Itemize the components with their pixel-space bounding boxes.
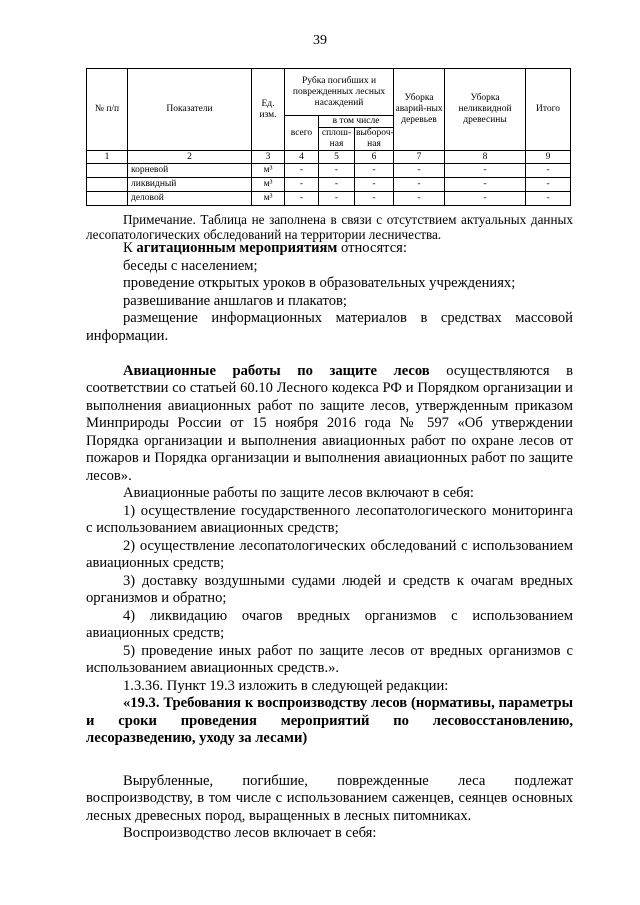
col-number: 3 — [252, 151, 285, 164]
row-unit: м³ — [252, 192, 285, 206]
row-unit: м³ — [252, 178, 285, 192]
table-row — [87, 192, 571, 206]
cell: - — [526, 164, 571, 178]
table-row — [87, 164, 571, 178]
header-total: Итого — [526, 69, 571, 151]
cell: - — [526, 192, 571, 206]
col-number: 2 — [128, 151, 252, 164]
row-unit: м³ — [252, 164, 285, 178]
row-label: корневой — [128, 164, 252, 178]
cell: - — [319, 164, 355, 178]
col-number: 6 — [355, 151, 394, 164]
cell: - — [319, 178, 355, 192]
header-emergency: Уборка аварий-ных деревьев — [394, 69, 445, 151]
list-item: 2) осуществление лесопатологических обследований с использованием авиационных средств; — [86, 537, 573, 571]
agitation-intro: К агитационным мероприятиям относятся: — [123, 240, 407, 256]
list-item: беседы с населением; — [123, 257, 258, 274]
header-felling-total: всего — [285, 116, 319, 151]
wood-volume-table — [86, 68, 571, 206]
list-item: 1) осуществление государственного лесопатологического мониторинга с использованием авиационных средств; — [86, 502, 573, 536]
header-num: № п/п — [87, 69, 128, 151]
cell: - — [394, 178, 445, 192]
clause-text: 1.3.36. Пункт 19.3 изложить в следующей редакции: — [123, 677, 449, 694]
cell: - — [355, 178, 394, 192]
cell: - — [355, 164, 394, 178]
col-number: 7 — [394, 151, 445, 164]
aviation-includes: Авиационные работы по защите лесов включают в себя: — [123, 485, 474, 501]
list-item: 5) проведение иных работ по защите лесов от вредных организмов с использованием авиационных средств.». — [86, 642, 573, 676]
col-number: 8 — [445, 151, 526, 164]
header-unit: Ед. изм. — [252, 69, 285, 151]
header-felling-incl: в том числе — [319, 116, 394, 128]
cell: - — [445, 192, 526, 206]
cell: - — [285, 178, 319, 192]
cell: - — [319, 192, 355, 206]
header-felling-selective: выбороч-ная — [356, 128, 394, 149]
row-label: ликвидный — [128, 178, 252, 192]
cell: - — [285, 192, 319, 206]
list-item: размещение информационных материалов в средствах массовой информации. — [86, 310, 573, 344]
header-indicators: Показатели — [128, 69, 252, 151]
list-item: 4) ликвидацию очагов вредных организмов с использованием авиационных средств; — [86, 607, 573, 641]
header-felling-clear: сплош-ная — [319, 128, 355, 151]
header-felling: Рубка погибших и поврежденных лесных насаждений — [285, 69, 394, 116]
col-number: 1 — [87, 151, 128, 164]
aviation-paragraph: Авиационные работы по защите лесов осуществляются в соответствии со статьей 60.10 Лесного кодекса РФ и Порядком организации и выполнения авиационных работ по защите лесов, утвержденным приказом Минприроды России от 15 ноября 2016 года № 597 «Об утверждении Порядка организации и выполнения авиационных работ по охране лесов от пожаров и Порядка организации и выполнения авиационных работ по защите лесов». — [86, 362, 573, 484]
header-illiquid: Уборка неликвидной древесины — [445, 69, 526, 151]
cell: - — [445, 164, 526, 178]
page-number: 39 — [313, 33, 327, 48]
col-number: 9 — [526, 151, 571, 164]
cell: - — [285, 164, 319, 178]
list-item: 3) доставку воздушными судами людей и средств к очагам вредных организмов и обратно; — [86, 572, 573, 606]
list-item: развешивание аншлагов и плакатов; — [123, 292, 347, 309]
cell: - — [394, 192, 445, 206]
cell: - — [394, 164, 445, 178]
section-heading: «19.3. Требования к воспроизводству лесов (нормативы, параметры и сроки проведения мероприятий по лесовосстановлению, лесоразведению, уходу за лесами) — [86, 695, 573, 746]
cell: - — [445, 178, 526, 192]
col-number: 5 — [319, 151, 355, 164]
table-row — [87, 178, 571, 192]
reproduction-includes: Воспроизводство лесов включает в себя: — [123, 825, 377, 841]
list-item: проведение открытых уроков в образовательных учреждениях; — [123, 275, 516, 291]
document-body — [86, 240, 573, 843]
row-label: деловой — [128, 192, 252, 206]
cell: - — [526, 178, 571, 192]
table-note: Примечание. Таблица не заполнена в связи с отсутствием актуальных данных лесопатологических обследований на территории лесничества. — [86, 212, 573, 243]
aviation-term: Авиационные работы по защите лесов — [123, 362, 430, 379]
col-number: 4 — [285, 151, 319, 164]
agitation-term: агитационным мероприятиям — [136, 240, 338, 256]
reproduction-paragraph: Вырубленные, погибшие, поврежденные леса подлежат воспроизводству, в том числе с использованием саженцев, сеянцев основных лесных древесных пород, выращенных в лесных питомниках. — [86, 772, 573, 824]
cell: - — [355, 192, 394, 206]
